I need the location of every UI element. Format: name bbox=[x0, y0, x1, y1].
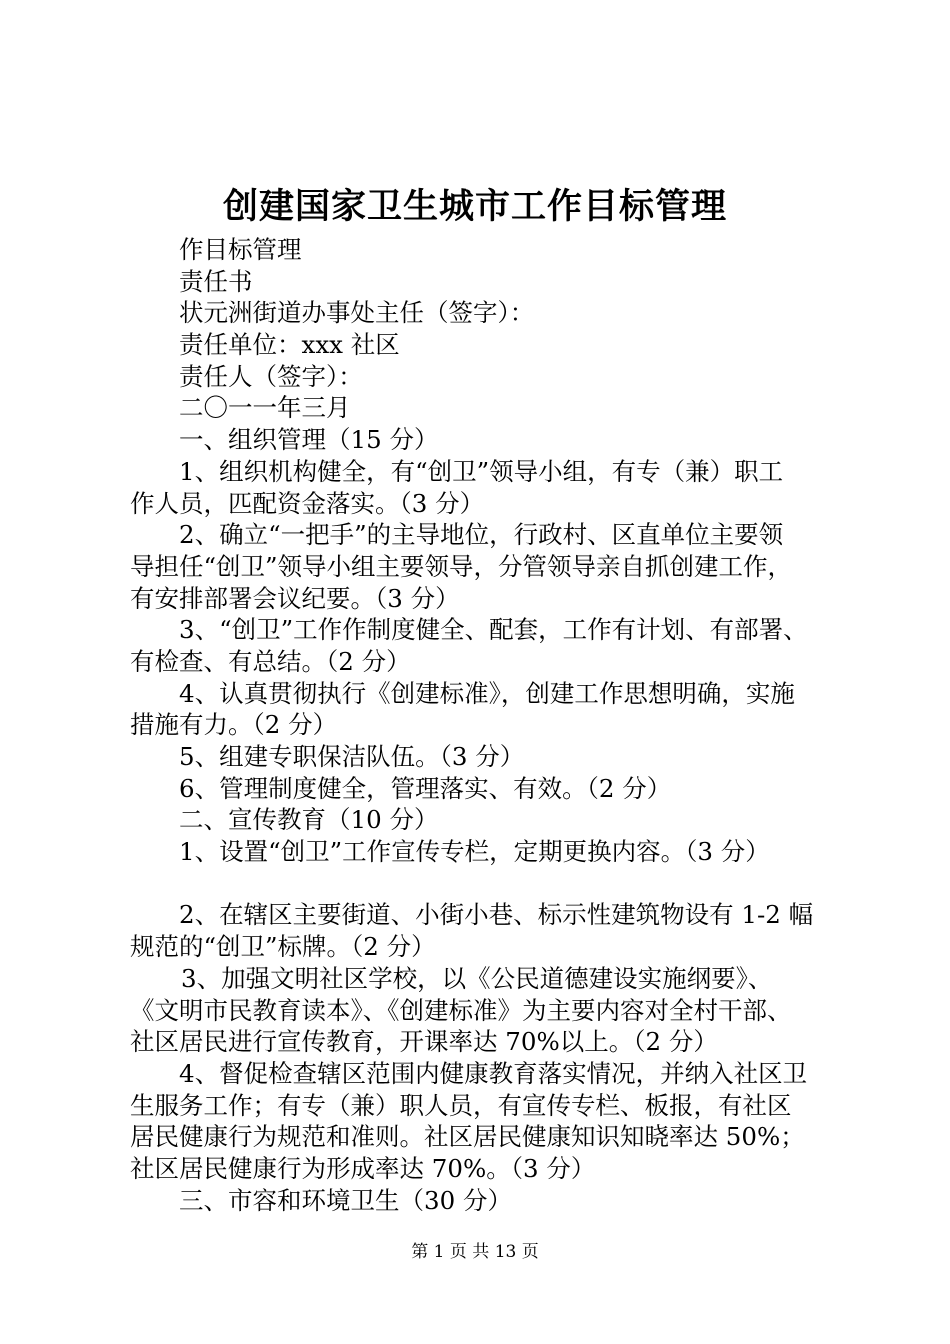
text-line: 作目标管理 bbox=[179, 235, 302, 264]
section-heading: 一、组织管理（15 分） bbox=[179, 425, 439, 455]
text-line: 有安排部署会议纪要。（3 分） bbox=[130, 583, 460, 613]
page-footer: 第 1 页 共 13 页 bbox=[411, 1242, 539, 1262]
text-line: 2、在辖区主要街道、小街小巷、标示性建筑物设有 1-2 幅 bbox=[179, 900, 814, 930]
text-line: 3、“创卫”工作作制度健全、配套，工作有计划、有部署、 bbox=[179, 615, 808, 645]
section-heading: 二、宣传教育（10 分） bbox=[179, 805, 439, 835]
document-body bbox=[130, 234, 835, 1216]
text-line: 导担任“创卫”领导小组主要领导，分管领导亲自抓创建工作， bbox=[130, 551, 793, 581]
text-line: 有检查、有总结。（2 分） bbox=[130, 646, 411, 676]
text-line: 《文明市民教育读本》、《创建标准》为主要内容对全村干部、 bbox=[130, 995, 792, 1025]
text-line: 措施有力。（2 分） bbox=[130, 710, 338, 740]
text-line: 4、认真贯彻执行《创建标准》，创建工作思想明确，实施 bbox=[179, 678, 795, 708]
text-line: 作人员，匹配资金落实。（3 分） bbox=[130, 488, 485, 518]
text-line: 状元洲街道办事处主任（签字）： bbox=[179, 298, 535, 328]
text-line: 规范的“创卫”标牌。（2 分） bbox=[130, 932, 436, 962]
text-line: 责任人（签字）： bbox=[179, 361, 363, 391]
text-line: 1、组织机构健全，有“创卫”领导小组，有专（兼）职工 bbox=[179, 456, 784, 486]
text-line: 居民健康行为规范和准则。社区居民健康知识知晓率达 50%； bbox=[130, 1122, 805, 1152]
text-line: 社区居民进行宣传教育，开课率达 70%以上。（2 分） bbox=[130, 1027, 718, 1057]
section-heading: 三、市容和环境卫生（30 分） bbox=[179, 1185, 512, 1215]
text-line: 责任单位：xxx 社区 bbox=[179, 330, 400, 360]
text-line: 5、组建专职保洁队伍。（3 分） bbox=[179, 742, 525, 771]
text-line: 3、加强文明社区学校，以《公民道德建设实施纲要》、 bbox=[181, 963, 773, 993]
text-line: 二〇一一年三月 bbox=[179, 393, 351, 423]
text-line: 责任书 bbox=[179, 266, 253, 296]
text-line: 生服务工作；有专（兼）职人员，有宣传专栏、板报，有社区 bbox=[130, 1090, 792, 1120]
text-line: 6、管理制度健全，管理落实、有效。（2 分） bbox=[179, 773, 672, 803]
document-title: 创建国家卫生城市工作目标管理 bbox=[222, 186, 727, 227]
text-line: 4、督促检查辖区范围内健康教育落实情况，并纳入社区卫 bbox=[179, 1058, 808, 1088]
text-line: 2、确立“一把手”的主导地位，行政村、区直单位主要领 bbox=[179, 520, 784, 550]
text-line: 社区居民健康行为形成率达 70%。（3 分） bbox=[130, 1153, 596, 1183]
blank-line bbox=[130, 868, 835, 900]
text-line: 1、设置“创卫”工作宣传专栏，定期更换内容。（3 分） bbox=[179, 837, 770, 867]
